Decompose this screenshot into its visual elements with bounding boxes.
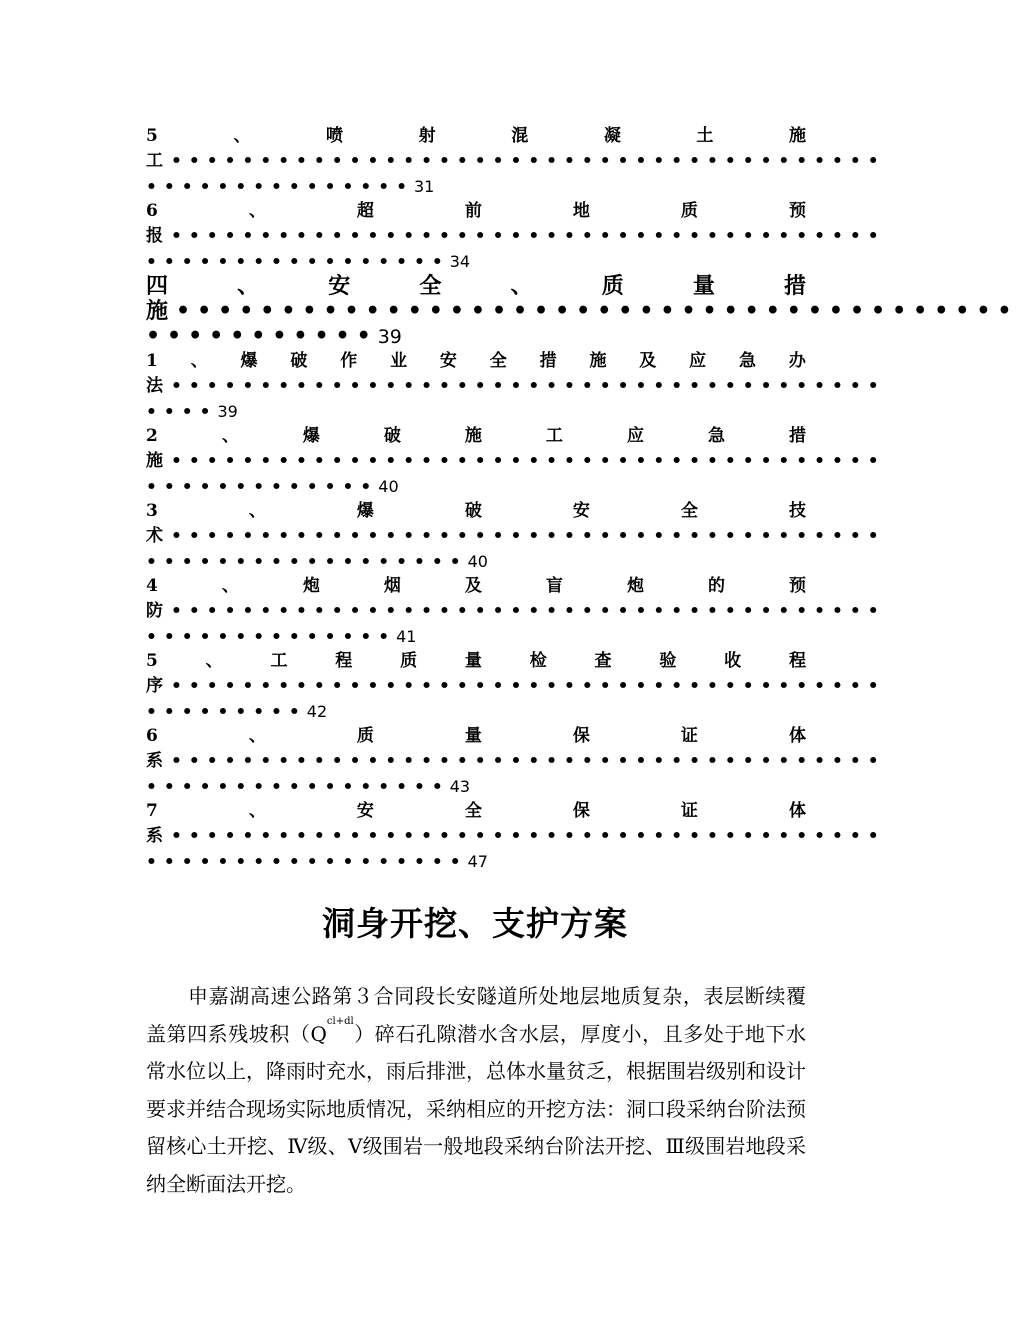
toc-entry-title bbox=[146, 499, 806, 524]
toc-title-char: 措 bbox=[539, 351, 557, 371]
toc-title-char: 应 bbox=[626, 426, 644, 446]
toc-title-char: 、 bbox=[221, 426, 239, 446]
toc-entry-title bbox=[146, 649, 806, 674]
toc-title-char: 的 bbox=[707, 576, 725, 596]
toc-title-char: 、 bbox=[248, 501, 266, 521]
dot-leader: •••• bbox=[146, 402, 218, 422]
dot-leader: •••••••••••••••••• bbox=[146, 552, 468, 572]
toc-title-char: 质 bbox=[400, 651, 418, 671]
toc-page-number: 43 bbox=[449, 777, 471, 796]
toc-title-char: 烟 bbox=[383, 576, 401, 596]
dot-leader: •••••••••••••••••••••••••••••••••••••••• bbox=[171, 676, 886, 696]
toc-title-last-char: 序 bbox=[146, 676, 163, 696]
toc-title-char: 及 bbox=[639, 351, 657, 371]
toc-title-char: 、 bbox=[205, 651, 223, 671]
toc-entry[interactable] bbox=[146, 649, 886, 724]
toc-title-last-char: 术 bbox=[146, 526, 163, 546]
toc-title-char: 作 bbox=[340, 351, 358, 371]
toc-title-char: 急 bbox=[707, 426, 725, 446]
toc-title-char: 、 bbox=[233, 126, 251, 146]
toc-title-char: 质 bbox=[680, 201, 698, 221]
toc-entry-leader-line bbox=[146, 524, 886, 549]
body-paragraph bbox=[146, 978, 806, 1204]
toc-title-char: 施 bbox=[464, 426, 482, 446]
toc-title-char: 射 bbox=[418, 126, 436, 146]
dot-leader: ••••••••••••••• bbox=[146, 177, 414, 197]
toc-title-char: 体 bbox=[788, 726, 806, 746]
toc-page-number: 41 bbox=[396, 627, 417, 646]
toc-title-char: 程 bbox=[788, 651, 806, 671]
toc-page-number: 47 bbox=[467, 852, 488, 871]
toc-entry-title bbox=[146, 349, 806, 374]
section-heading: 洞身开挖、支护方案 bbox=[322, 904, 628, 943]
toc-title-char: 破 bbox=[383, 426, 401, 446]
toc-page-number: 39 bbox=[217, 402, 238, 421]
toc-title-char: 喷 bbox=[326, 126, 344, 146]
toc-title-last-char: 报 bbox=[146, 226, 163, 246]
toc-title-char: 查 bbox=[594, 651, 612, 671]
toc-page-number: 34 bbox=[449, 252, 471, 271]
toc-title-char: 验 bbox=[659, 651, 677, 671]
toc-entry[interactable] bbox=[146, 574, 886, 649]
toc-entry-page-line bbox=[146, 474, 806, 499]
toc-title-char: 办 bbox=[788, 351, 806, 371]
toc-title-char: 7 bbox=[146, 801, 158, 821]
toc-entry-leader-line bbox=[146, 674, 886, 699]
toc-title-char: 预 bbox=[788, 576, 806, 596]
toc-title-char: 、 bbox=[510, 273, 533, 299]
dot-leader: •••••••••••••••••• bbox=[146, 852, 468, 872]
toc-title-char: 破 bbox=[290, 351, 308, 371]
toc-entry-title bbox=[146, 124, 806, 149]
toc-title-char: 全 bbox=[419, 273, 442, 299]
toc-title-char: 1 bbox=[146, 351, 158, 371]
toc-entry-page-line bbox=[146, 249, 806, 274]
toc-title-char: 5 bbox=[146, 651, 158, 671]
toc-title-last-char: 施 bbox=[146, 451, 163, 471]
dot-leader: ••••••••• bbox=[146, 702, 307, 722]
toc-title-last-char: 系 bbox=[146, 751, 163, 771]
toc-entry-leader-line bbox=[146, 749, 886, 774]
paragraph-superscript: cl+dl bbox=[326, 1015, 354, 1027]
dot-leader: •••••••••••••••••••••••••••••••••••••••• bbox=[171, 826, 886, 846]
toc-title-char: 地 bbox=[572, 201, 590, 221]
toc-entry-page-line bbox=[146, 849, 806, 874]
toc-title-char: 保 bbox=[572, 726, 590, 746]
toc-entry-leader-line bbox=[146, 449, 886, 474]
toc-page-number: 39 bbox=[377, 326, 402, 348]
toc-title-char: 、 bbox=[248, 201, 266, 221]
dot-leader: •••••••••••••••••••••••••••••••••••••••• bbox=[171, 376, 886, 396]
toc-title-char: 、 bbox=[190, 351, 208, 371]
toc-title-char: 4 bbox=[146, 576, 158, 596]
toc-title-char: 2 bbox=[146, 426, 158, 446]
toc-title-char: 、 bbox=[248, 801, 266, 821]
toc-title-char: 安 bbox=[328, 273, 351, 299]
toc-entry[interactable] bbox=[146, 124, 886, 199]
toc-title-char: 急 bbox=[738, 351, 756, 371]
toc-entry-page-line bbox=[146, 699, 806, 724]
toc-title-char: 、 bbox=[248, 726, 266, 746]
toc-title-char: 6 bbox=[146, 201, 158, 221]
dot-leader: ••••••••••••• bbox=[146, 477, 379, 497]
dot-leader: •••••••••••••••••••••••••••••••••••••••• bbox=[171, 451, 886, 471]
toc-entry-page-line bbox=[146, 624, 806, 649]
toc-title-char: 前 bbox=[464, 201, 482, 221]
toc-title-char: 及 bbox=[464, 576, 482, 596]
toc-entry[interactable] bbox=[146, 424, 886, 499]
dot-leader: •••••••••••••••••••••••••••••••••••••••• bbox=[171, 226, 886, 246]
table-of-contents bbox=[146, 124, 1018, 874]
toc-entry-title bbox=[146, 799, 806, 824]
toc-entry-title bbox=[146, 199, 806, 224]
toc-entry-page-line bbox=[146, 399, 806, 424]
dot-leader: •••••••••••••• bbox=[146, 627, 397, 647]
dot-leader: •••••••••••••••••••••••••••••••••••••••• bbox=[171, 526, 886, 546]
toc-title-char: 检 bbox=[529, 651, 547, 671]
toc-title-char: 混 bbox=[511, 126, 529, 146]
toc-title-char: 程 bbox=[335, 651, 353, 671]
toc-title-last-char: 法 bbox=[146, 376, 163, 396]
toc-title-char: 爆 bbox=[302, 426, 320, 446]
toc-title-char: 技 bbox=[788, 501, 806, 521]
toc-title-char: 爆 bbox=[356, 501, 374, 521]
toc-entry[interactable] bbox=[146, 273, 1018, 349]
toc-title-char: 工 bbox=[545, 426, 563, 446]
toc-title-char: 超 bbox=[356, 201, 374, 221]
toc-title-char: 、 bbox=[221, 576, 239, 596]
toc-entry[interactable] bbox=[146, 799, 886, 874]
toc-page-number: 40 bbox=[467, 552, 488, 571]
dot-leader: •••••••••••••••••••••••••••••••••••••••• bbox=[171, 751, 886, 771]
toc-title-char: 安 bbox=[439, 351, 457, 371]
toc-title-char: 炮 bbox=[626, 576, 644, 596]
dot-leader: ••••••••••••••••• bbox=[146, 777, 450, 797]
toc-title-char: 盲 bbox=[545, 576, 563, 596]
toc-page-number: 31 bbox=[414, 177, 435, 196]
toc-entry-leader-line bbox=[146, 298, 1018, 324]
paragraph-text-after-sup: ）碎石孔隙潜水含水层，厚度小，且多处于地下水常水位以上，降雨时充水，雨后排泄，总体水量贫乏，根据围岩级别和设计要求并结合现场实际地质情况，采纳相应的开挖方法：洞口段采纳台阶法预留核心土开挖、Ⅳ级、Ⅴ级围岩一般地段采纳台阶法开挖、Ⅲ级围岩地段采纳全断面法开挖。 bbox=[146, 1021, 807, 1196]
toc-entry[interactable] bbox=[146, 499, 886, 574]
toc-title-char: 证 bbox=[680, 726, 698, 746]
toc-title-char: 3 bbox=[146, 501, 158, 521]
toc-entry[interactable] bbox=[146, 349, 886, 424]
toc-entry[interactable] bbox=[146, 199, 886, 274]
dot-leader: ••••••••••• bbox=[146, 323, 378, 349]
toc-title-char: 、 bbox=[237, 273, 260, 299]
toc-title-char: 量 bbox=[464, 651, 482, 671]
toc-entry-leader-line bbox=[146, 374, 886, 399]
toc-title-char: 安 bbox=[572, 501, 590, 521]
toc-title-char: 保 bbox=[572, 801, 590, 821]
dot-leader: ••••••••••••••••• bbox=[146, 252, 450, 272]
toc-title-char: 预 bbox=[788, 201, 806, 221]
toc-entry-title bbox=[146, 724, 806, 749]
toc-entry-leader-line bbox=[146, 149, 886, 174]
toc-title-char: 凝 bbox=[603, 126, 621, 146]
toc-title-char: 收 bbox=[724, 651, 742, 671]
toc-entry-title bbox=[146, 574, 806, 599]
toc-title-char: 施 bbox=[589, 351, 607, 371]
toc-entry-leader-line bbox=[146, 824, 886, 849]
toc-title-last-char: 防 bbox=[146, 601, 163, 621]
dot-leader: •••••••••••••••••••••••••••••••••••••••• bbox=[171, 601, 886, 621]
toc-title-char: 工 bbox=[270, 651, 288, 671]
toc-title-char: 体 bbox=[788, 801, 806, 821]
toc-title-char: 应 bbox=[689, 351, 707, 371]
toc-title-last-char: 工 bbox=[146, 151, 163, 171]
toc-title-char: 措 bbox=[783, 273, 806, 299]
toc-title-char: 5 bbox=[146, 126, 158, 146]
toc-entry-page-line bbox=[146, 324, 806, 349]
toc-title-last-char: 施 bbox=[146, 298, 169, 324]
toc-entry-page-line bbox=[146, 549, 806, 574]
toc-title-char: 安 bbox=[356, 801, 374, 821]
toc-title-char: 措 bbox=[788, 426, 806, 446]
toc-page-number: 42 bbox=[306, 702, 328, 721]
dot-leader: •••••••••••••••••••••••••••••••••••••••• bbox=[171, 151, 886, 171]
toc-title-char: 炮 bbox=[302, 576, 320, 596]
toc-title-char: 爆 bbox=[240, 351, 258, 371]
toc-title-char: 6 bbox=[146, 726, 158, 746]
toc-title-char: 证 bbox=[680, 801, 698, 821]
toc-title-char: 土 bbox=[696, 126, 714, 146]
toc-title-char: 质 bbox=[601, 273, 624, 299]
toc-title-char: 量 bbox=[692, 273, 715, 299]
toc-entry-page-line bbox=[146, 174, 806, 199]
toc-title-char: 全 bbox=[489, 351, 507, 371]
toc-title-char: 四 bbox=[146, 273, 169, 299]
toc-entry-page-line bbox=[146, 774, 806, 799]
toc-title-char: 业 bbox=[390, 351, 408, 371]
paragraph-text-before-sup: 申嘉湖高速公路第３合同段长安隧道所处地层地质复杂，表层断续覆盖第四系残坡积（Q bbox=[146, 984, 806, 1046]
toc-title-char: 破 bbox=[464, 501, 482, 521]
toc-entry-leader-line bbox=[146, 224, 886, 249]
toc-entry[interactable] bbox=[146, 724, 886, 799]
toc-title-char: 施 bbox=[789, 126, 806, 146]
toc-entry-title bbox=[146, 274, 806, 299]
toc-title-char: 全 bbox=[464, 801, 482, 821]
toc-page-number: 40 bbox=[378, 477, 399, 496]
toc-title-char: 全 bbox=[680, 501, 698, 521]
toc-title-char: 量 bbox=[464, 726, 482, 746]
dot-leader: •••••••••••••••••••••••••••••••••••••••• bbox=[176, 298, 1018, 324]
toc-entry-leader-line bbox=[146, 599, 886, 624]
toc-entry-title bbox=[146, 424, 806, 449]
toc-title-char: 质 bbox=[356, 726, 374, 746]
toc-title-last-char: 系 bbox=[146, 826, 163, 846]
